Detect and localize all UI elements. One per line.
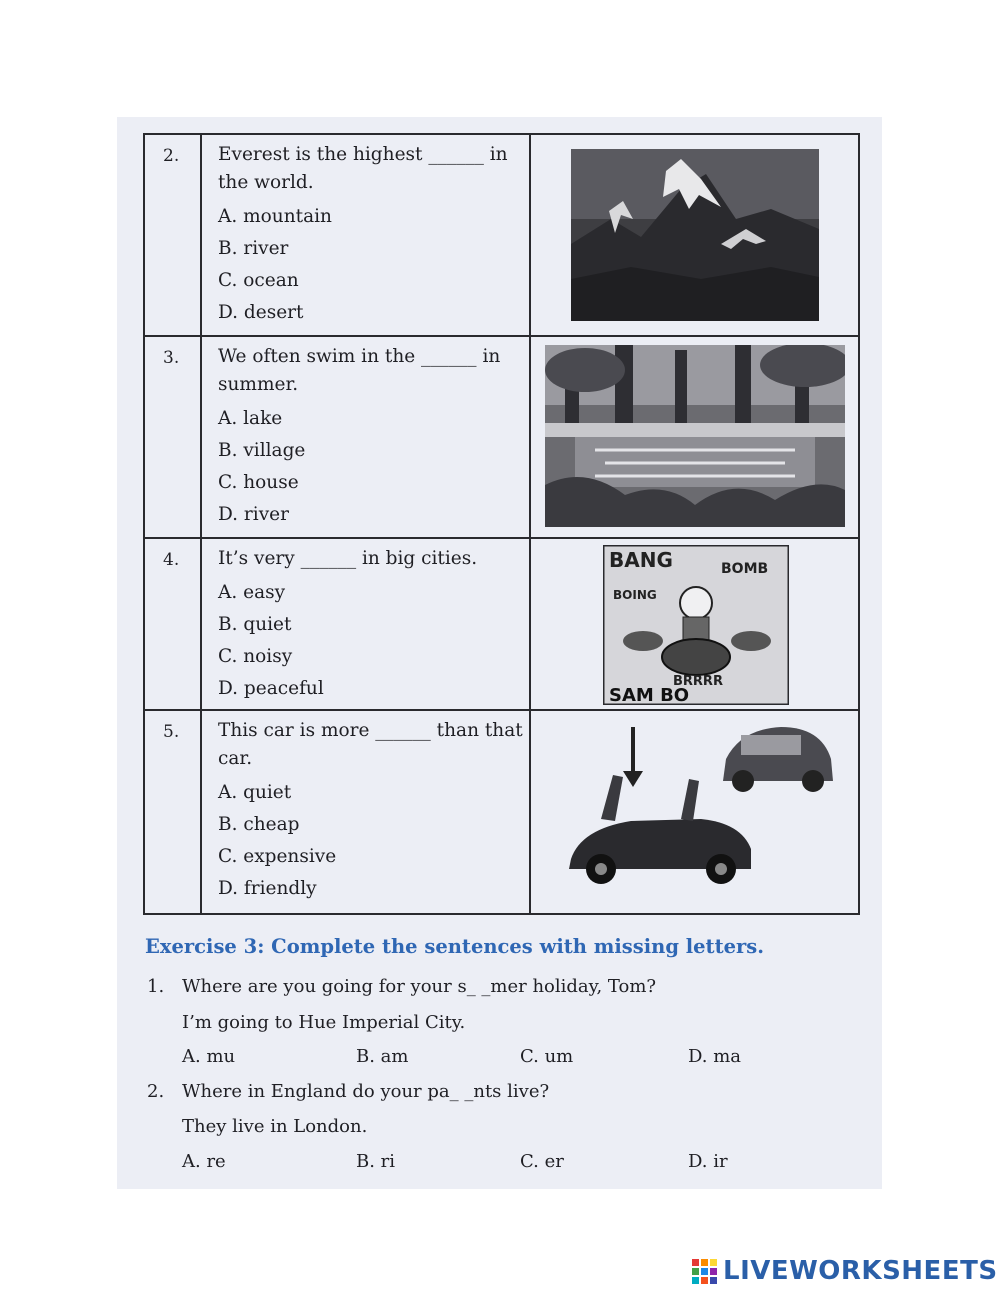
option[interactable]: A. lake (218, 408, 283, 429)
option[interactable]: B. village (218, 440, 306, 461)
option[interactable]: A. mountain (218, 206, 332, 227)
item-question: Where are you going for your s_ _mer holiday, Tom? (182, 976, 657, 997)
item-question: Where in England do your pa_ _nts live? (182, 1081, 550, 1102)
table-row (144, 336, 859, 538)
list-item (147, 1081, 550, 1102)
question-stem: Everest is the highest ______ in the world. (218, 144, 508, 193)
option[interactable]: C. expensive (218, 846, 337, 867)
item-number: 2. (147, 1081, 165, 1102)
option[interactable]: D. desert (218, 302, 304, 323)
option[interactable]: B. quiet (218, 614, 292, 635)
option[interactable]: D. ir (688, 1151, 728, 1172)
question-stem: This car is more ______ than that car. (218, 720, 523, 769)
liveworksheets-logo[interactable] (692, 1256, 998, 1286)
logo-square (692, 1277, 699, 1284)
logo-square (701, 1277, 708, 1284)
option[interactable]: B. cheap (218, 814, 300, 835)
sound-effect-text: BOMB (721, 561, 769, 577)
option[interactable]: C. noisy (218, 646, 293, 667)
option[interactable]: A. quiet (218, 782, 292, 803)
sound-effect-text: BOING (613, 588, 657, 602)
option[interactable]: C. um (520, 1046, 574, 1067)
question-number: 3. (163, 348, 180, 368)
question-table (143, 133, 860, 915)
arrow-icon (623, 727, 643, 787)
question-number: 4. (163, 550, 180, 570)
lake-image (545, 345, 845, 527)
drummer-image (603, 545, 789, 705)
table-row (144, 710, 859, 914)
option[interactable]: A. easy (218, 582, 286, 603)
option[interactable]: D. peaceful (218, 678, 324, 699)
option[interactable]: B. am (356, 1046, 409, 1067)
sound-effect-text: BRRRR (673, 674, 723, 689)
logo-square (701, 1259, 708, 1266)
option[interactable]: D. friendly (218, 878, 317, 899)
list-item (147, 976, 657, 997)
question-stem: We often swim in the ______ in summer. (218, 346, 501, 395)
question-stem: It’s very ______ in big cities. (218, 548, 478, 569)
option[interactable]: C. er (520, 1151, 564, 1172)
question-number: 2. (163, 146, 180, 166)
logo-square (692, 1268, 699, 1275)
option[interactable]: A. mu (182, 1046, 236, 1067)
exercise-title: Exercise 3: Complete the sentences with missing letters. (145, 935, 765, 958)
option[interactable]: C. ocean (218, 270, 299, 291)
option[interactable]: D. river (218, 504, 289, 525)
logo-square (692, 1259, 699, 1266)
logo-text: LIVEWORKSHEETS (723, 1256, 998, 1286)
logo-square (701, 1268, 708, 1275)
logo-grid-icon (692, 1259, 717, 1284)
option[interactable]: D. ma (688, 1046, 742, 1067)
item-number: 1. (147, 976, 165, 997)
logo-square (710, 1268, 717, 1275)
option[interactable]: A. re (182, 1151, 226, 1172)
table-row (144, 538, 859, 710)
cars-image (551, 719, 851, 907)
table-row (144, 134, 859, 336)
item-answer: I’m going to Hue Imperial City. (182, 1012, 466, 1033)
option[interactable]: B. ri (356, 1151, 396, 1172)
sound-effect-text: SAM BO (609, 685, 690, 705)
sound-effect-text: BANG (609, 548, 673, 572)
logo-square (710, 1259, 717, 1266)
question-number: 5. (163, 722, 180, 742)
option[interactable]: C. house (218, 472, 299, 493)
option[interactable]: B. river (218, 238, 289, 259)
item-answer: They live in London. (182, 1116, 368, 1137)
mountain-image (571, 149, 819, 321)
logo-square (710, 1277, 717, 1284)
